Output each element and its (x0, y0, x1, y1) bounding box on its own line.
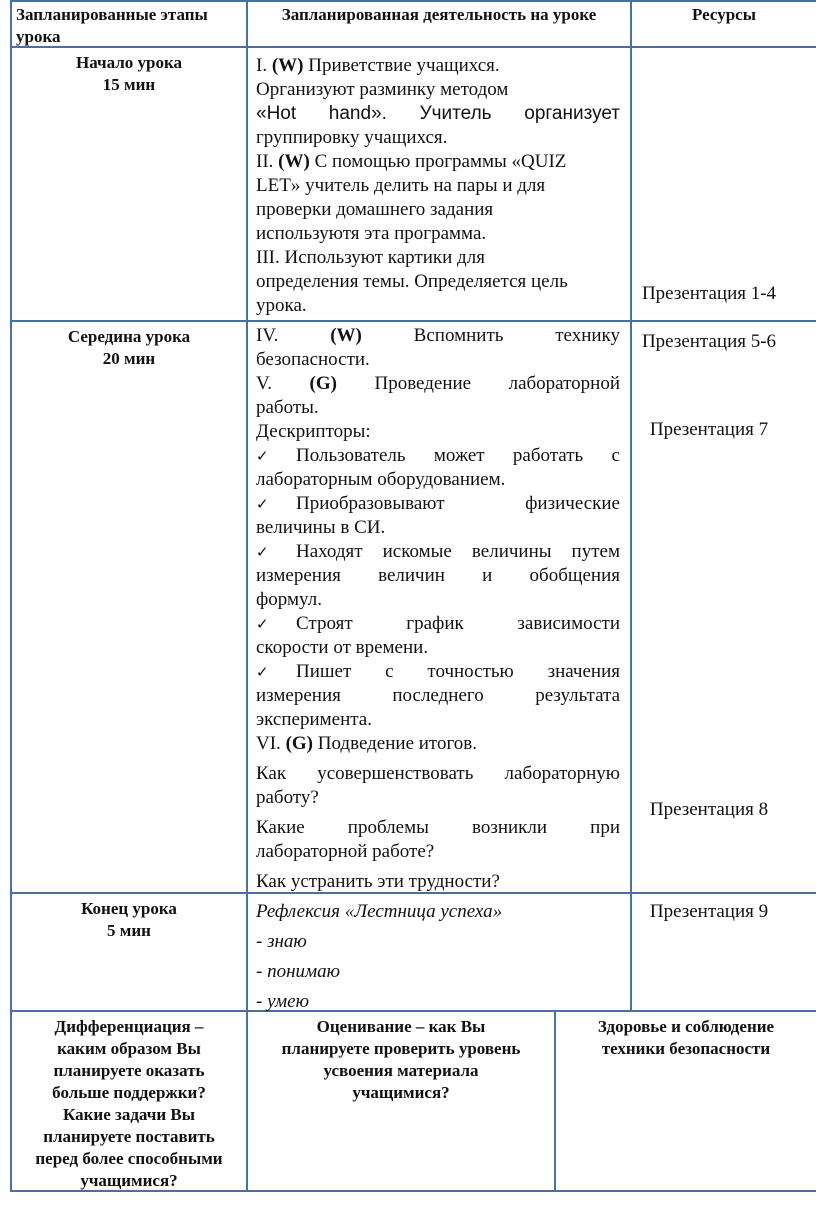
step-4-text: Вспомнить технику (413, 325, 621, 346)
descriptor-text: скорости от времени. (256, 637, 429, 658)
check-icon: ✓ (256, 495, 269, 513)
header-resources: Ресурсы (691, 5, 756, 24)
descriptor-text: лабораторным оборудованием. (256, 469, 506, 490)
question-2: Какие проблемы возникли при (256, 817, 620, 838)
footer-text: больше поддержки? (52, 1083, 206, 1102)
descriptor-text: Пользователь может работать с (296, 445, 620, 466)
step-5-number: V. (256, 373, 273, 394)
footer-differentiation (14, 1016, 244, 1192)
step-5-text: работы. (256, 397, 319, 418)
descriptor-text: измерения величин и обобщения (256, 565, 620, 586)
descriptors-label: Дескрипторы: (256, 421, 371, 442)
footer-health (558, 1016, 814, 1060)
header-activity: Запланированная деятельность на уроке (281, 5, 597, 24)
footer-evaluation (250, 1016, 552, 1104)
stage-middle-duration: 20 мин (102, 349, 156, 368)
resource-middle-1: Презентация 5-6 (641, 331, 777, 352)
grid-line (10, 0, 12, 1192)
stage-start-activity (256, 54, 620, 318)
footer-text: учащимися? (80, 1171, 178, 1190)
reflection-title: Рефлексия «Лестница успеха» (256, 901, 503, 922)
descriptor-text: Приобразовывают физические (296, 493, 620, 514)
footer-text: Оценивание – как Вы (316, 1017, 486, 1036)
footer-text: учащимися? (352, 1083, 450, 1102)
step-5-line (256, 372, 620, 396)
footer-text: планируете проверить уровень (281, 1039, 521, 1058)
step-6-line (256, 732, 620, 756)
check-icon: ✓ (256, 663, 269, 681)
descriptor-text: формул. (256, 589, 322, 610)
step-1-number: I. (256, 55, 268, 76)
stage-end-title: Конец урока (81, 899, 177, 918)
step-4-tag: (W) (330, 325, 362, 346)
step-1-tag: (W) (271, 55, 304, 76)
footer-text: планируете оказать (53, 1061, 205, 1080)
step-4-line (256, 324, 620, 348)
resource-end: Презентация 9 (649, 901, 769, 922)
footer-text: Какие задачи Вы (63, 1105, 195, 1124)
stage-start-duration: 15 мин (102, 75, 156, 94)
step-2-text: проверки домашнего задания (256, 199, 494, 220)
reflection-item: - умею (256, 991, 309, 1012)
stage-middle-title: Середина урока (67, 327, 191, 346)
step-1-text: «Hot hand». Учитель организует (256, 103, 620, 124)
question-1: работу? (256, 787, 319, 808)
step-1-text: Организуют разминку методом (256, 79, 509, 100)
grid-line (554, 1010, 556, 1192)
step-5-text: Проведение лабораторной (374, 373, 621, 394)
resource-middle-3: Презентация 8 (649, 799, 769, 820)
descriptor-5 (256, 660, 620, 684)
descriptor-1 (256, 444, 620, 468)
step-1-text: Приветствие учащихся. (308, 55, 500, 76)
stage-middle-activity (256, 324, 620, 894)
footer-text: Здоровье и соблюдение (597, 1017, 775, 1036)
descriptor-2 (256, 492, 620, 516)
step-2-text: используютя эта программа. (256, 223, 487, 244)
step-3-text: урока. (256, 295, 307, 316)
grid-line (10, 320, 816, 322)
question-3: Как устранить эти трудности? (256, 871, 500, 892)
question-2: лабораторной работе? (256, 841, 435, 862)
footer-text: Дифференциация – (54, 1017, 204, 1036)
step-1-text: группировку учащихся. (256, 127, 448, 148)
reflection-item: - знаю (256, 931, 307, 952)
stage-end-duration: 5 мин (107, 921, 151, 940)
check-icon: ✓ (256, 447, 269, 465)
resource-start: Презентация 1-4 (641, 283, 777, 304)
step-3-text: III. Используют картики для (256, 247, 485, 268)
stage-start-title: Начало урока (75, 53, 183, 72)
stage-end-label (14, 898, 244, 942)
descriptor-text: Находят искомые величины путем (296, 541, 620, 562)
step-4-text: безопасности. (256, 349, 370, 370)
footer-text: каким образом Вы (57, 1039, 201, 1058)
step-2-line (256, 150, 620, 174)
check-icon: ✓ (256, 543, 269, 561)
stage-middle-label (14, 326, 244, 370)
footer-text: усвоения материала (323, 1061, 479, 1080)
check-icon: ✓ (256, 615, 269, 633)
step-1-line (256, 54, 620, 78)
resource-middle-2: Презентация 7 (649, 419, 769, 440)
grid-line (630, 0, 632, 1010)
lesson-plan-table (10, 0, 816, 1192)
step-6-number: VI. (256, 733, 281, 754)
grid-line (246, 0, 248, 1192)
footer-text: планируете поставить (43, 1127, 215, 1146)
descriptor-text: эксперимента. (256, 709, 372, 730)
step-5-tag: (G) (309, 373, 337, 394)
step-3-text: определения темы. Определяется цель (256, 271, 568, 292)
descriptor-text: величины в СИ. (256, 517, 386, 538)
header-stages: Запланированные этапы урока (16, 5, 208, 46)
stage-end-activity (256, 900, 620, 1014)
step-6-text: Подведение итогов. (317, 733, 478, 754)
step-2-text: LET» учитель делить на пары и для (256, 175, 546, 196)
descriptor-text: Строят график зависимости (296, 613, 620, 634)
step-2-text: С помощью программы «QUIZ (314, 151, 567, 172)
step-4-number: IV. (256, 325, 279, 346)
descriptor-text: Пишет с точностью значения (296, 661, 620, 682)
footer-text: техники безопасности (601, 1039, 771, 1058)
step-2-tag: (W) (278, 151, 310, 172)
reflection-item: - понимаю (256, 961, 341, 982)
grid-line (10, 0, 816, 2)
descriptor-text: измерения последнего результата (256, 685, 620, 706)
descriptor-3 (256, 540, 620, 564)
question-1: Как усовершенствовать лабораторную (256, 763, 620, 784)
footer-text: перед более способными (35, 1149, 223, 1168)
step-6-tag: (G) (285, 733, 313, 754)
stage-start-label (14, 52, 244, 96)
descriptor-4 (256, 612, 620, 636)
step-2-number: II. (256, 151, 274, 172)
